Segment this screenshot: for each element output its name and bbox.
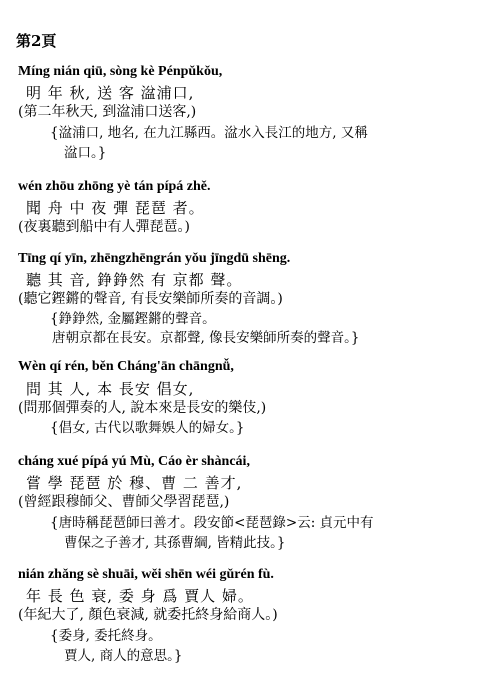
hanzi-line: 年 長 色 衰, 委 身 爲 賈人 婦。 bbox=[26, 587, 254, 605]
pinyin-line: Míng nián qiū, sòng kè Pénpǔkǒu, bbox=[18, 64, 223, 79]
note-line: 唐朝京都在長安。京都聲, 像長安樂師所奏的聲音。} bbox=[52, 330, 360, 346]
pinyin-line: Wèn qí rén, běn Cháng'ān chāngnǚ, bbox=[18, 359, 234, 374]
hanzi-line: 問 其 人, 本 長安 倡女, bbox=[26, 380, 195, 398]
hanzi-line: 嘗 學 琵琶 於 穆、曹 二 善才, bbox=[26, 474, 243, 492]
pinyin-line: nián zhǎng sè shuāi, wěi shēn wéi gǔrén fù. bbox=[18, 567, 274, 582]
note-line: 湓口。} bbox=[64, 145, 107, 161]
note-line: {錚錚然, 金屬鏗鏘的聲音。 bbox=[50, 311, 216, 327]
pinyin-line: Tīng qí yīn, zhēngzhēngrán yǒu jīngdū shēng. bbox=[18, 251, 291, 266]
translation-line: (第二年秋天, 到湓浦口送客,) bbox=[18, 104, 197, 120]
pinyin-line: wén zhōu zhōng yè tán pípá zhě. bbox=[18, 179, 211, 194]
note-line: {委身, 委托終身。 bbox=[50, 628, 162, 644]
note-line: 賈人, 商人的意思。} bbox=[64, 648, 183, 664]
note-line: 曹保之子善才, 其孫曹綱, 皆精此技。} bbox=[64, 535, 286, 551]
hanzi-line: 聽 其 音, 錚錚然 有 京都 聲。 bbox=[26, 271, 243, 289]
note-line: {唐時稱琵琶師曰善才。段安節<琵琶錄>云: 貞元中有 bbox=[50, 515, 374, 531]
translation-line: (聽它鏗鏘的聲音, 有長安樂師所奏的音調。) bbox=[18, 291, 283, 307]
pinyin-line: cháng xué pípá yú Mù, Cáo èr shàncái, bbox=[18, 454, 250, 469]
note-line: {湓浦口, 地名, 在九江縣西。湓水入長江的地方, 又稱 bbox=[50, 125, 368, 141]
translation-line: (曾經跟穆師父、曹師父學習琵琶,) bbox=[18, 494, 230, 510]
note-line: {倡女, 古代以歌舞娛人的婦女。} bbox=[50, 420, 245, 436]
translation-line: (問那個彈奏的人, 說本來是長安的樂伎,) bbox=[18, 400, 267, 416]
hanzi-line: 聞 舟 中 夜 彈 琵琶 者。 bbox=[26, 199, 205, 217]
translation-line: (夜裏聽到船中有人彈琵琶。) bbox=[18, 219, 190, 235]
hanzi-line: 明 年 秋, 送 客 湓浦口, bbox=[26, 84, 195, 102]
translation-line: (年紀大了, 顏色衰減, 就委托終身給商人。) bbox=[18, 607, 278, 623]
page-label: 第2頁 bbox=[16, 32, 57, 50]
